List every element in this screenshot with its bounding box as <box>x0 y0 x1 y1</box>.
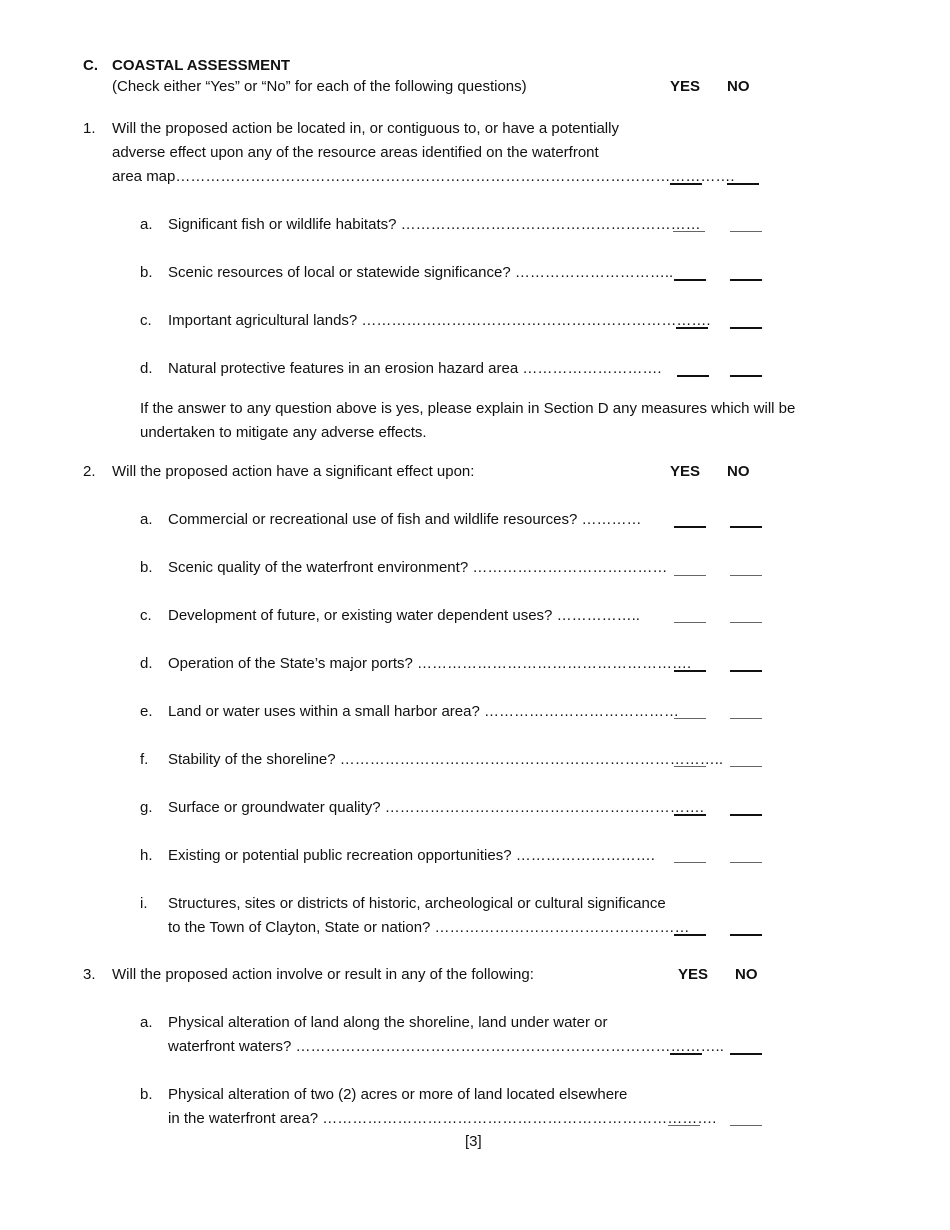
q2-item-letter: g. <box>140 799 153 816</box>
q1b-yes-blank[interactable] <box>674 279 706 281</box>
q1-item-text: Natural protective features in an erosion hazard area ………………………. <box>168 360 662 377</box>
q3-no-header: NO <box>735 966 758 983</box>
q2-item-line2: to the Town of Clayton, State or nation? …………………………………………… <box>168 919 690 936</box>
q2c-yes-blank[interactable] <box>674 622 706 623</box>
question-2-number: 2. <box>83 463 96 480</box>
q2-item-letter: i. <box>140 895 148 912</box>
q2g-no-blank[interactable] <box>730 814 762 816</box>
q2-item-letter: a. <box>140 511 153 528</box>
q3-item-line1: Physical alteration of land along the shoreline, land under water or <box>168 1014 608 1031</box>
q2-item-text: Commercial or recreational use of fish and wildlife resources? ………… <box>168 511 642 528</box>
q1-item-letter: d. <box>140 360 153 377</box>
question-1-line1: Will the proposed action be located in, or contiguous to, or have a potentially <box>112 120 619 137</box>
q1c-no-blank[interactable] <box>730 327 762 329</box>
q1-note: If the answer to any question above is yes, please explain in Section D any measures which will be undertaken to mitigate any adverse effects. <box>140 400 796 441</box>
q2h-yes-blank[interactable] <box>674 862 706 863</box>
q2-item-text: Scenic quality of the waterfront environment? ………………………………… <box>168 559 668 576</box>
q2-item-letter: f. <box>140 751 149 768</box>
question-3-number: 3. <box>83 966 96 983</box>
q2-item-letter: d. <box>140 655 153 672</box>
q2i-yes-blank[interactable] <box>674 934 706 936</box>
q1-item-letter: c. <box>140 312 152 329</box>
q1-item-text: Important agricultural lands? ……………………………………………………………. <box>168 312 711 329</box>
q2-item-letter: c. <box>140 607 152 624</box>
q1-item-text: Scenic resources of local or statewide significance? ………………………….. <box>168 264 674 281</box>
question-3-text: Will the proposed action involve or result in any of the following: <box>112 966 534 983</box>
section-instruction: (Check either “Yes” or “No” for each of the following questions) <box>112 78 527 95</box>
q2-item-text: Development of future, or existing water dependent uses? …………….. <box>168 607 640 624</box>
q2a-yes-blank[interactable] <box>674 526 706 528</box>
q3-item-line2: in the waterfront area? ……………………………………………………………………. <box>168 1110 717 1127</box>
q2b-yes-blank[interactable] <box>674 575 706 576</box>
no-header: NO <box>727 78 750 95</box>
q3a-no-blank[interactable] <box>730 1053 762 1055</box>
q2-yes-header: YES <box>670 463 701 480</box>
q3b-no-blank[interactable] <box>730 1125 762 1126</box>
q3-yes-header: YES <box>678 966 709 983</box>
q1-item-letter: a. <box>140 216 153 233</box>
question-1-line3: area map…………………………………………………………………………………………………. <box>112 168 735 185</box>
q1c-yes-blank[interactable] <box>676 327 708 329</box>
q3a-yes-blank[interactable] <box>670 1053 702 1055</box>
q2-item-letter: e. <box>140 703 153 720</box>
page-number: [3] <box>465 1133 482 1150</box>
q2c-no-blank[interactable] <box>730 622 762 623</box>
q2-item-letter: b. <box>140 559 153 576</box>
q2a-no-blank[interactable] <box>730 526 762 528</box>
q3-item-line1: Physical alteration of two (2) acres or more of land located elsewhere <box>168 1086 628 1103</box>
q2d-no-blank[interactable] <box>730 670 762 672</box>
q2-item-text: Stability of the shoreline? ………………………………………………………………….. <box>168 751 724 768</box>
question-1-number: 1. <box>83 120 96 137</box>
q2i-no-blank[interactable] <box>730 934 762 936</box>
q2b-no-blank[interactable] <box>730 575 762 576</box>
q3-item-letter: b. <box>140 1086 153 1103</box>
q1a-yes-blank[interactable] <box>673 231 705 232</box>
question-2-text: Will the proposed action have a significant effect upon: <box>112 463 475 480</box>
q2-item-text: Surface or groundwater quality? ………………………………………………………. <box>168 799 704 816</box>
q2-item-text: Operation of the State’s major ports? ………………………………………………. <box>168 655 692 672</box>
q3-item-line2: waterfront waters? ………………………………………………………………………….. <box>168 1038 724 1055</box>
q2-no-header: NO <box>727 463 750 480</box>
q3b-yes-blank[interactable] <box>668 1125 700 1126</box>
q1b-no-blank[interactable] <box>730 279 762 281</box>
q1-no-blank[interactable] <box>727 183 759 185</box>
q3-item-letter: a. <box>140 1014 153 1031</box>
q1a-no-blank[interactable] <box>730 231 762 232</box>
q2e-yes-blank[interactable] <box>674 718 706 719</box>
q2-item-text: Land or water uses within a small harbor area? ………………………………… <box>168 703 679 720</box>
section-title: COASTAL ASSESSMENT <box>112 57 291 74</box>
q2-item-line1: Structures, sites or districts of historic, archeological or cultural significance <box>168 895 666 912</box>
yes-header: YES <box>670 78 701 95</box>
q2f-yes-blank[interactable] <box>674 766 706 767</box>
q1d-yes-blank[interactable] <box>677 375 709 377</box>
q2h-no-blank[interactable] <box>730 862 762 863</box>
q2g-yes-blank[interactable] <box>674 814 706 816</box>
q1d-no-blank[interactable] <box>730 375 762 377</box>
q2-item-text: Existing or potential public recreation opportunities? ………………………. <box>168 847 655 864</box>
q2e-no-blank[interactable] <box>730 718 762 719</box>
q2d-yes-blank[interactable] <box>674 670 706 672</box>
question-1-line2: adverse effect upon any of the resource areas identified on the waterfront <box>112 144 599 161</box>
q2-item-letter: h. <box>140 847 153 864</box>
q1-yes-blank[interactable] <box>670 183 702 185</box>
section-letter: C. <box>83 57 98 74</box>
q1-item-text: Significant fish or wildlife habitats? …………………………………………………… <box>168 216 701 233</box>
q1-item-letter: b. <box>140 264 153 281</box>
q2f-no-blank[interactable] <box>730 766 762 767</box>
